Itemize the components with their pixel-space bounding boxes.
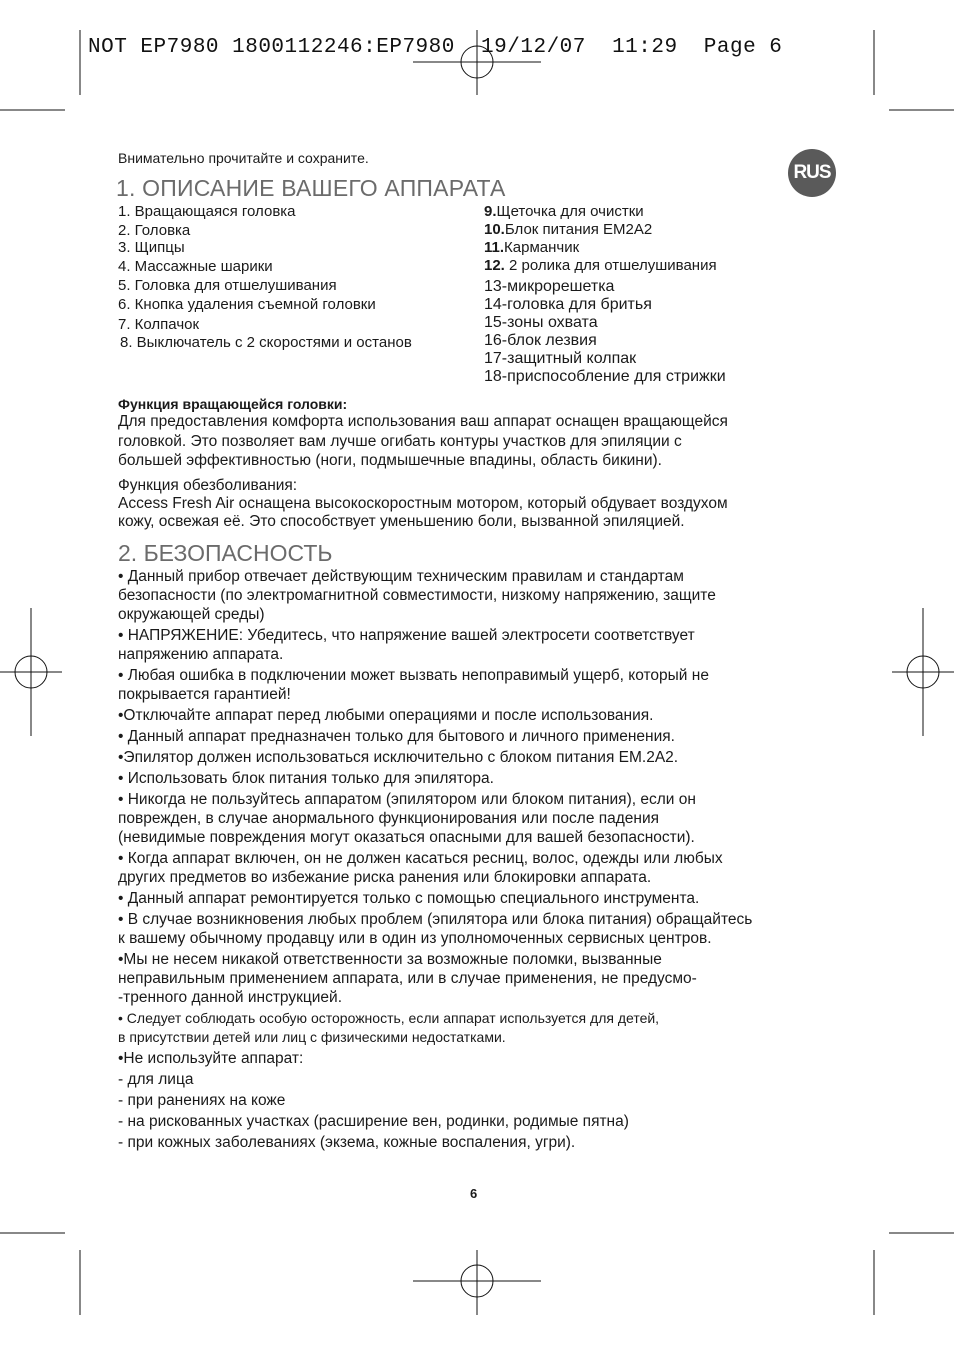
- safety-line: • Данный аппарат предназначен только для бытового и личного применения.: [118, 728, 675, 745]
- safety-line: покрывается гарантией!: [118, 686, 291, 703]
- safety-line: напряжению аппарата.: [118, 646, 284, 663]
- safety-line: •Отключайте аппарат перед любыми операциями и после использования.: [118, 707, 654, 724]
- item-text: Карманчик: [504, 239, 580, 256]
- safety-line: других предметов во избежание риска ранения или блокировки аппарата.: [118, 869, 652, 886]
- list-item: 1. Вращающаяся головка: [118, 203, 296, 220]
- list-item: 4. Массажные шарики: [118, 258, 273, 275]
- safety-line: (невидимые повреждения могут оказаться опасными для вашей безопасности).: [118, 829, 695, 846]
- anesthesia-title: Функция обезболивания:: [118, 477, 298, 494]
- text-line: кожу, освежая её. Это способствует уменьшению боли, вызванной эпиляцией.: [118, 513, 685, 530]
- text-line: Для предоставления комфорта использования ваш аппарат оснащен вращающейся: [118, 413, 728, 430]
- language-badge: RUS: [788, 149, 836, 197]
- safety-line: •Мы не несем никакой ответственности за возможные поломки, вызванные: [118, 951, 662, 968]
- safety-line: в присутствии детей или лиц с физическими недостатками.: [118, 1029, 506, 1045]
- safety-line: • Данный аппарат ремонтируется только с помощью специального инструмента.: [118, 890, 700, 907]
- list-item: [484, 204, 644, 219]
- text-line: Access Fresh Air оснащена высокоскоростным мотором, который обдувает воздухом: [118, 495, 728, 512]
- list-item: [484, 258, 717, 273]
- item-text: 2 ролика для отшелушивания: [504, 257, 717, 274]
- list-item: 8. Выключатель с 2 скоростями и останов: [120, 334, 412, 351]
- page-number: 6: [470, 1186, 478, 1201]
- list-item: 17-защитный колпак: [484, 350, 637, 367]
- list-item: 14-головка для бритья: [484, 296, 652, 313]
- text-line: головкой. Это позволяет вам лучше огибать контуры участков для эпиляции с: [118, 432, 682, 450]
- safety-line: • Следует соблюдать особую осторожность, если аппарат используется для детей,: [118, 1010, 660, 1026]
- safety-line: к вашему обычному продавцу или в один из уполномоченных сервисных центров.: [118, 930, 712, 947]
- list-item: 18-приспособление для стрижки: [484, 368, 726, 385]
- safety-line: •Эпилятор должен использоваться исключительно с блоком питания EM.2A2.: [118, 749, 679, 766]
- safety-line: • Использовать блок питания только для эпилятора.: [118, 770, 494, 787]
- safety-line: • Любая ошибка в подключении может вызвать непоправимый ущерб, который не: [118, 667, 709, 684]
- item-number: 10.: [484, 221, 505, 238]
- section2-title: 2. БЕЗОПАСНОСТЬ: [118, 540, 333, 566]
- safety-line: • Никогда не пользуйтесь аппаратом (эпилятором или блоком питания), если он: [118, 791, 696, 808]
- item-text: Блок питания EM2A2: [504, 221, 653, 238]
- safety-line: • НАПРЯЖЕНИЕ: Убедитесь, что напряжение вашей электросети соответствует: [118, 627, 695, 644]
- rotating-head-title: Функция вращающейся головки:: [118, 396, 348, 412]
- item-text: Щеточка для очистки: [496, 203, 644, 220]
- list-item: 13-микрорешетка: [484, 278, 615, 295]
- safety-line: безопасности (по электромагнитной совместимости, низкому напряжению, защите: [118, 587, 716, 604]
- rotating-head-text: [118, 412, 818, 471]
- safety-line: окружающей среды): [118, 606, 265, 623]
- safety-line: - при кожных заболеваниях (экзема, кожные воспаления, угри).: [118, 1134, 576, 1151]
- safety-instructions: [118, 567, 838, 1152]
- list-item: 16-блок лезвия: [484, 332, 597, 349]
- list-item: 15-зоны охвата: [484, 314, 598, 331]
- safety-line: - для лица: [118, 1071, 194, 1088]
- item-number: 12.: [484, 257, 505, 274]
- safety-line: - при ранениях на коже: [118, 1092, 286, 1109]
- item-number: 9.: [484, 203, 497, 220]
- list-item: [484, 222, 652, 237]
- intro-note: Внимательно прочитайте и сохраните.: [118, 150, 369, 166]
- list-item: 6. Кнопка удаления съемной головки: [118, 296, 376, 313]
- list-item: 3. Щипцы: [118, 239, 185, 256]
- print-slug-header: NOT EP7980 1800112246:EP7980 19/12/07 11:29 Page 6: [88, 36, 783, 59]
- list-item: 2. Головка: [118, 222, 191, 239]
- section1-title: 1. ОПИСАНИЕ ВАШЕГО АППАРАТА: [116, 175, 506, 201]
- anesthesia-block: [118, 477, 818, 531]
- safety-line: - на рискованных участках (расширение вен, родинки, родимые пятна): [118, 1113, 629, 1130]
- list-item: 5. Головка для отшелушивания: [118, 277, 337, 294]
- list-item: [484, 240, 579, 255]
- safety-line: • В случае возникновения любых проблем (эпилятора или блока питания) обращайтесь: [118, 911, 753, 928]
- safety-line: поврежден, в случае анормального функционирования или после падения: [118, 810, 660, 827]
- safety-line: неправильным применением аппарата, или в случае применения, не предусмо-: [118, 970, 697, 987]
- safety-line: • Данный прибор отвечает действующим техническим правилам и стандартам: [118, 568, 684, 585]
- safety-line: •Не используйте аппарат:: [118, 1050, 304, 1067]
- text-line: большей эффективностью (ноги, подмышечные впадины, область бикини).: [118, 452, 662, 469]
- list-item: 7. Колпачок: [118, 316, 200, 333]
- safety-line: • Когда аппарат включен, он не должен касаться ресниц, волос, одежды или любых: [118, 850, 723, 867]
- safety-line: -тренного данной инструкцией.: [118, 989, 343, 1006]
- item-number: 11.: [484, 239, 505, 256]
